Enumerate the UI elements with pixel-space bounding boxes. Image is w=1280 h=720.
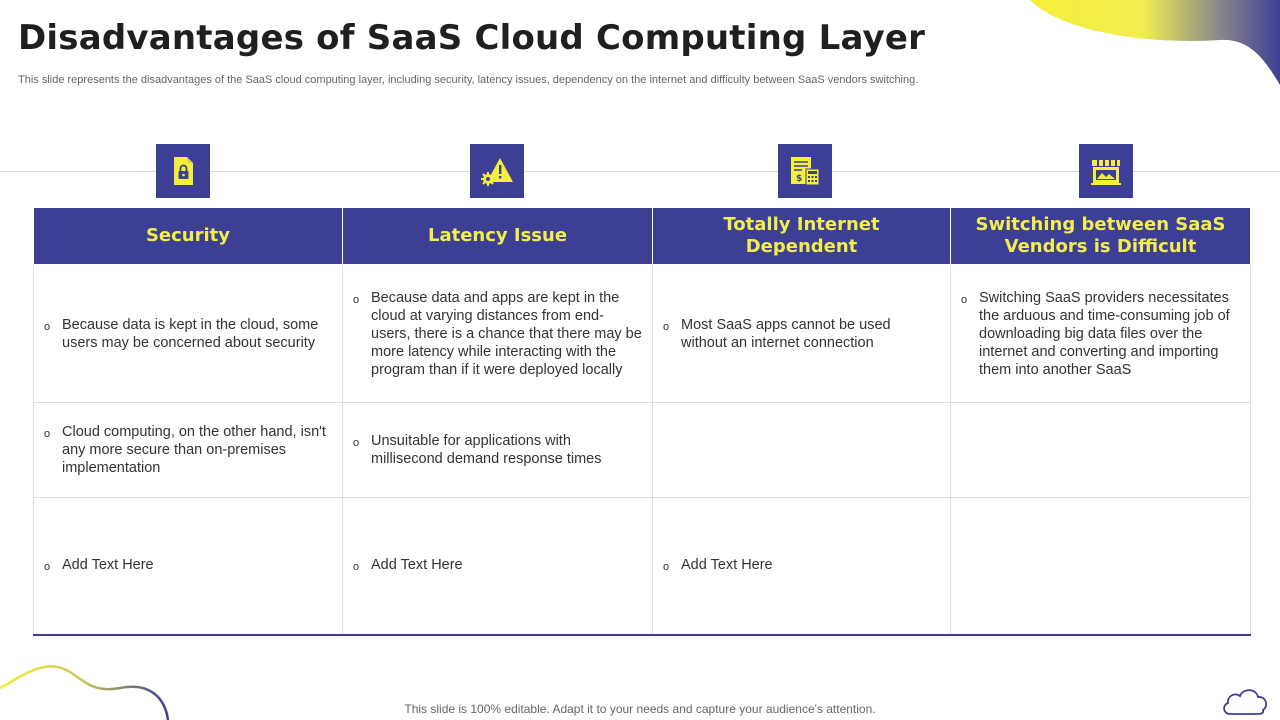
list-item: [353, 289, 642, 379]
table-header-row: [34, 208, 1251, 265]
cell-text: Add Text Here: [62, 556, 154, 573]
invoice-calculator-icon: [778, 144, 832, 198]
bullet-icon: o: [44, 428, 51, 440]
cell-text: Most SaaS apps cannot be used without an internet connection: [681, 316, 891, 351]
storefront-icon: [1079, 144, 1133, 198]
bullet-icon: o: [663, 560, 670, 573]
list-item: [44, 556, 332, 576]
footer-note: This slide is 100% editable. Adapt it to your needs and capture your audience's attention.: [404, 702, 876, 716]
table-cell: [34, 403, 343, 498]
page-title: Disadvantages of SaaS Cloud Computing Layer: [18, 18, 926, 58]
table-row: [34, 265, 1251, 403]
cell-text: Add Text Here: [681, 556, 773, 573]
table-row: [34, 498, 1251, 635]
table-cell: [343, 265, 653, 403]
cell-text: Unsuitable for applications with millisecond demand response times: [371, 433, 602, 467]
corner-decoration: [1020, 0, 1280, 85]
list-item: [353, 432, 642, 468]
bullet-icon: o: [44, 320, 51, 333]
bullet-icon: o: [44, 560, 51, 573]
table-cell: [951, 265, 1251, 403]
disadvantages-table: [33, 207, 1251, 636]
table-cell: [34, 498, 343, 635]
table-cell-empty: [951, 498, 1251, 635]
list-item: [663, 316, 940, 352]
list-item: [353, 556, 642, 576]
cell-text: Add Text Here: [371, 556, 463, 573]
cell-text: Cloud computing, on the other hand, isn't any more secure than on-premises implementation: [62, 424, 326, 476]
table-cell: [653, 498, 951, 635]
cloud-icon: [1220, 684, 1270, 716]
list-item: [44, 316, 332, 352]
header-latency-issue: Latency Issue: [343, 208, 653, 265]
cell-text: Because data and apps are kept in the cloud at varying distances from end-users, there is a chance that there may be more latency while interacting with the program than if it were deployed locally: [371, 289, 642, 378]
header-switching-vendors: Switching between SaaS Vendors is Difficult: [951, 208, 1251, 265]
table-cell-empty: [653, 403, 951, 498]
table-cell-empty: [951, 403, 1251, 498]
table-cell: [343, 403, 653, 498]
list-item: [44, 423, 332, 477]
padlock-document-icon: [156, 144, 210, 198]
bullet-icon: o: [961, 293, 968, 306]
svg-text:$: $: [796, 174, 803, 184]
table-row: [34, 403, 1251, 498]
header-security: Security: [34, 208, 343, 265]
bullet-icon: o: [353, 293, 360, 306]
bullet-icon: o: [663, 320, 670, 333]
header-internet-dependent: Totally Internet Dependent: [653, 208, 951, 265]
cell-text: Because data is kept in the cloud, some users may be concerned about security: [62, 316, 319, 351]
table-cell: [34, 265, 343, 403]
list-item: [961, 289, 1240, 379]
page-subtitle: This slide represents the disadvantages of the SaaS cloud computing layer, including security, latency issues, dependency on the internet and difficulty between SaaS vendors switching.: [18, 74, 919, 86]
table-cell: [343, 498, 653, 635]
bullet-icon: o: [353, 560, 360, 573]
list-item: [663, 556, 940, 576]
warning-gear-icon: [470, 144, 524, 198]
cell-text: Switching SaaS providers necessitates the arduous and time-consuming job of downloading big data files over the internet and converting and importing them into another SaaS: [979, 289, 1230, 378]
bullet-icon: o: [353, 437, 360, 449]
table-cell: [653, 265, 951, 403]
